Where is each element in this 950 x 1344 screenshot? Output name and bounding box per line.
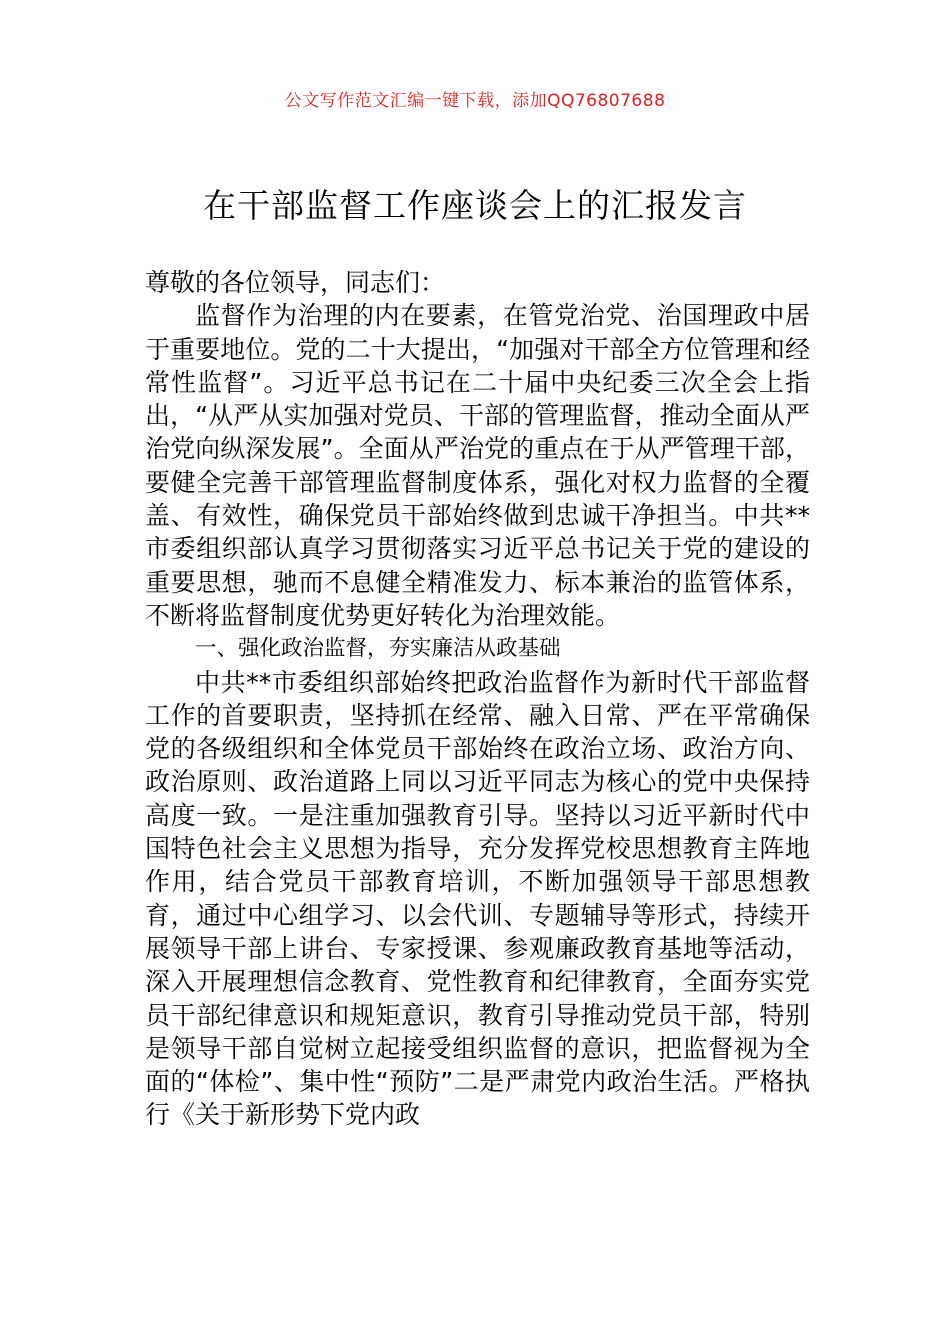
document-title: 在干部监督工作座谈会上的汇报发言 [203, 186, 747, 225]
download-promo-note: 公文写作范文汇编一键下载，添加QQ76807688 [284, 91, 666, 111]
paragraph-intro: 监督作为治理的内在要素，在管党治党、治国理政中居于重要地位。党的二十大提出，“加强对干部全方位管理和经常性监督”。习近平总书记在二十届中央纪委三次全会上指出，“从严从实加强对党员、干部的管理监督，推动全面从严治党向纵深发展”。全面从严治党的重点在于从严管理干部，要健全完善干部管理监督制度体系，强化对权力监督的全覆盖、有效性，确保党员干部始终做到忠诚干净担当。中共**市委组织部认真学习贯彻落实习近平总书记关于党的建设的重要思想，驰而不息健全精准发力、标本兼治的监管体系，不断将监督制度优势更好转化为治理效能。 [145, 301, 810, 630]
document-body [145, 266, 810, 1132]
paragraph-section-1: 中共**市委组织部始终把政治监督作为新时代干部监督工作的首要职责，坚持抓在经常、融入日常、严在平常确保党的各级组织和全体党员干部始终在政治立场、政治方向、政治原则、政治道路上同以习近平同志为核心的党中央保持高度一致。一是注重加强教育引导。坚持以习近平新时代中国特色社会主义思想为指导，充分发挥党校思想教育主阵地作用，结合党员干部教育培训，不断加强领导干部思想教育，通过中心组学习、以会代训、专题辅导等形式，持续开展领导干部上讲台、专家授课、参观廉政教育基地等活动，深入开展理想信念教育、党性教育和纪律教育，全面夯实党员干部纪律意识和规矩意识，教育引导推动党员干部，特别是领导干部自觉树立起接受组织监督的意识，把监督视为全面的“体检”、集中性“预防”二是严肃党内政治生活。严格执行《关于新形势下党内政 [145, 667, 810, 1130]
salutation: 尊敬的各位领导，同志们： [145, 268, 446, 297]
section-heading-1: 一、强化政治监督，夯实廉洁从政基础 [195, 636, 561, 662]
